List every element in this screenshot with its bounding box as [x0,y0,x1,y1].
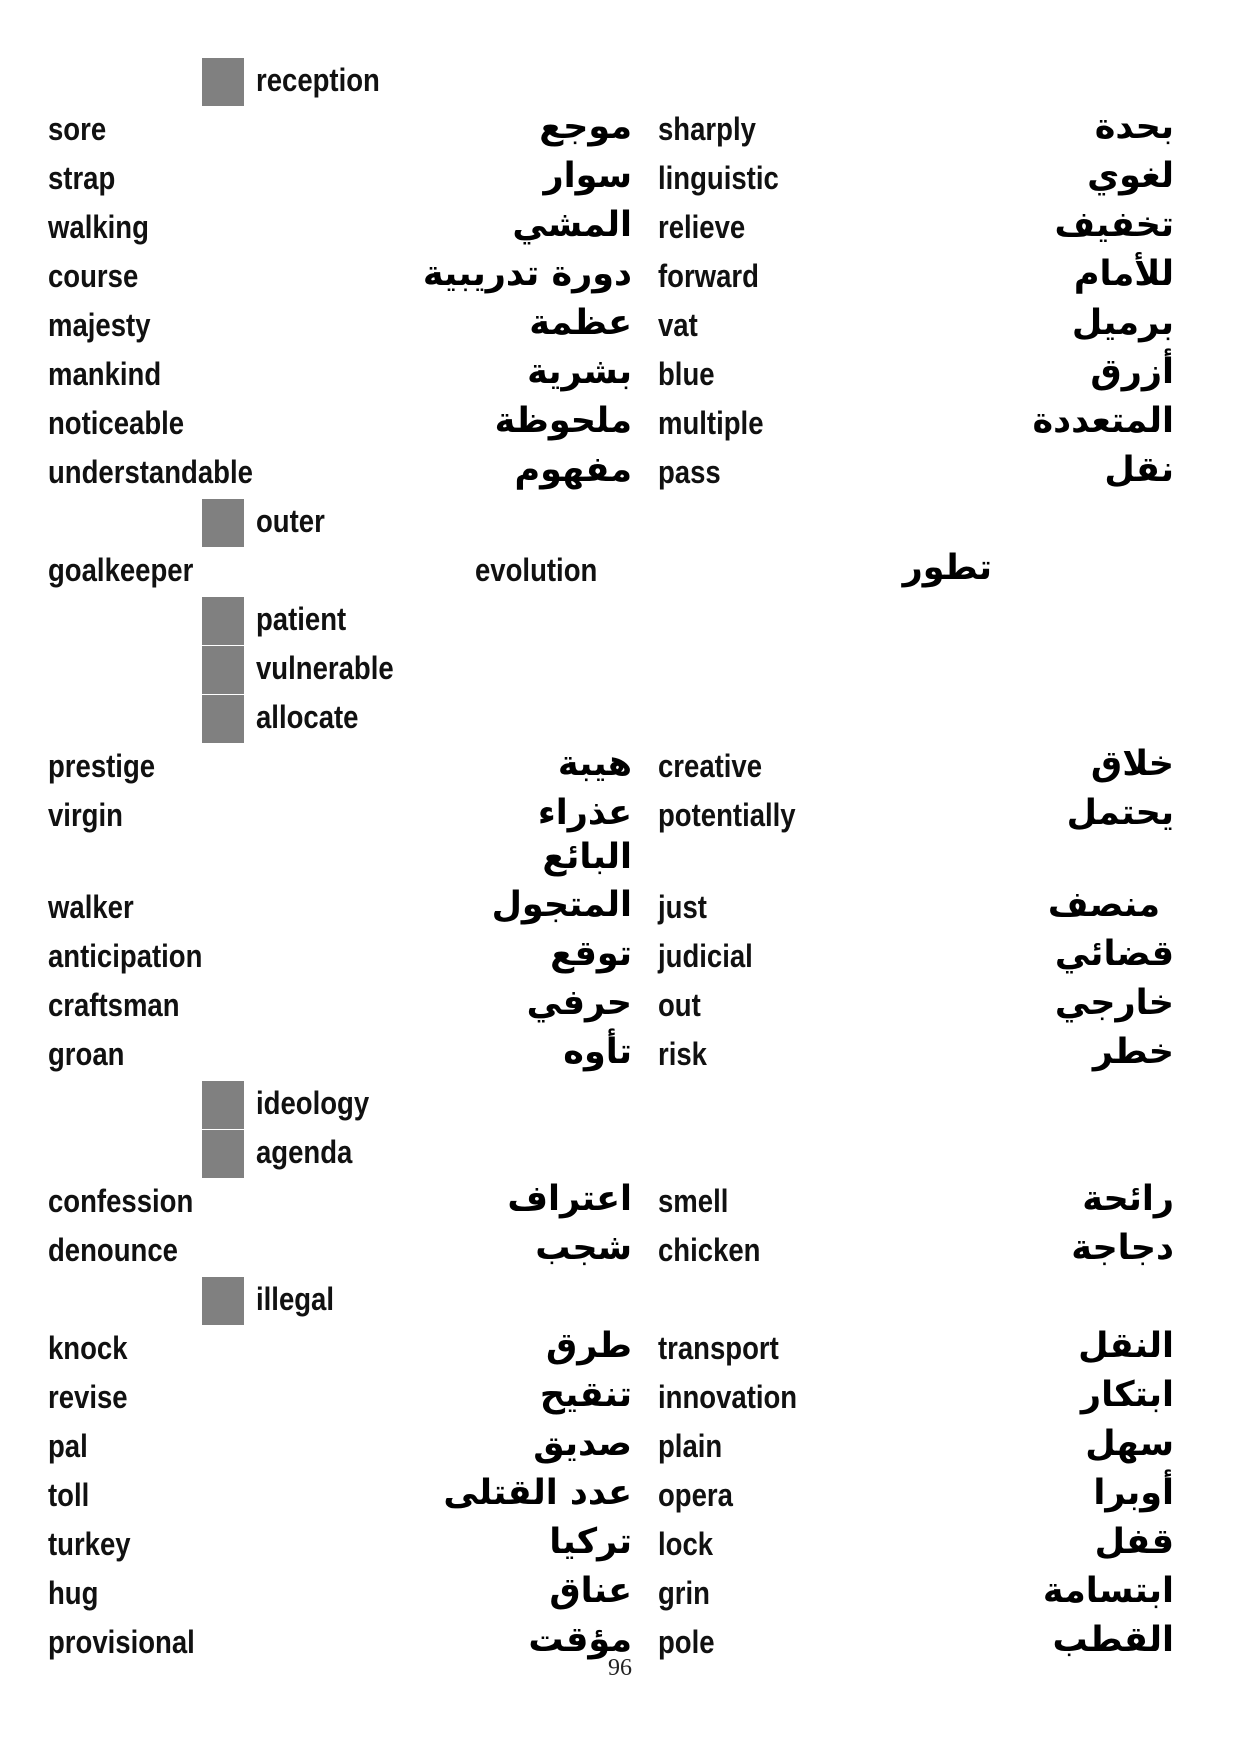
arabic-translation: عدد القتلى [443,1473,632,1513]
gray-marker-box [202,597,244,645]
english-word: relieve [658,209,746,245]
english-word: noticeable [48,405,185,441]
vocab-row [0,401,1240,449]
arabic-translation: قضائي [1054,934,1174,974]
arabic-translation: المتجول [491,885,632,925]
arabic-translation: اعتراف [507,1179,632,1219]
marked-word: outer [256,503,325,539]
arabic-translation: عظمة [529,303,632,343]
english-word: forward [658,258,759,294]
arabic-translation: دجاجة [1071,1228,1174,1268]
arabic-translation: للأمام [1073,254,1174,294]
arabic-translation: موجع [539,107,632,147]
vocab-row [0,744,1240,792]
english-word: creative [658,748,763,784]
arabic-translation: لغوي [1087,156,1174,196]
english-word: lock [658,1526,714,1562]
gray-marker-box [202,695,244,743]
arabic-translation-extra: البائع [542,837,632,877]
english-word: chicken [658,1232,761,1268]
arabic-translation: رائحة [1082,1179,1174,1219]
arabic-translation: عذراء [537,793,632,833]
english-word: denounce [48,1232,178,1268]
vocab-row [0,983,1240,1031]
arabic-translation: يحتمل [1066,793,1174,833]
arabic-translation: سهل [1085,1424,1174,1464]
marked-word: reception [256,62,380,98]
arabic-translation: عناق [549,1571,632,1611]
marked-entry [0,1081,1240,1129]
arabic-translation: القطب [1052,1620,1174,1660]
marked-entry [0,695,1240,743]
arabic-translation: أوبرا [1093,1473,1174,1513]
vocab-row [0,793,1240,883]
arabic-translation: مؤقت [528,1620,632,1660]
arabic-translation: طرق [545,1326,632,1366]
english-word: innovation [658,1379,798,1415]
english-word: pal [48,1428,88,1464]
vocab-row [0,1326,1240,1374]
arabic-translation: تخفيف [1054,205,1174,245]
english-word: groan [48,1036,125,1072]
vocab-row [0,1179,1240,1227]
vocab-row [0,254,1240,302]
marked-word: illegal [256,1281,335,1317]
english-word: transport [658,1330,779,1366]
vocab-row [0,450,1240,498]
english-word: goalkeeper [48,552,194,588]
english-word: course [48,258,139,294]
vocab-row [0,1522,1240,1570]
english-word: sharply [658,111,756,147]
arabic-translation: بشرية [527,352,632,392]
vocab-row [0,1424,1240,1472]
english-word: prestige [48,748,156,784]
english-word: out [658,987,701,1023]
vocab-row [0,352,1240,400]
english-word: mankind [48,356,162,392]
arabic-translation: ابتكار [1080,1375,1174,1415]
english-word: walking [48,209,149,245]
marked-word: ideology [256,1085,370,1121]
arabic-translation: أزرق [1090,352,1174,392]
english-word: plain [658,1428,723,1464]
vocab-row [0,1571,1240,1619]
marked-word: patient [256,601,347,637]
arabic-translation: توقع [550,934,632,974]
vocab-row [0,303,1240,351]
vocab-row [0,1473,1240,1521]
english-word: anticipation [48,938,203,974]
english-word: multiple [658,405,764,441]
gray-marker-box [202,1277,244,1325]
vocab-row [0,1375,1240,1423]
arabic-translation: شجب [535,1228,632,1268]
gray-marker-box [202,646,244,694]
arabic-translation: صديق [533,1424,632,1464]
marked-entry [0,499,1240,547]
gray-marker-box [202,58,244,106]
english-word: hug [48,1575,99,1611]
english-word: strap [48,160,116,196]
arabic-translation: تطور [902,548,992,588]
english-word: provisional [48,1624,195,1660]
vocab-row [0,107,1240,155]
english-word: toll [48,1477,90,1513]
marked-word: agenda [256,1134,353,1170]
gray-marker-box [202,499,244,547]
english-word: vat [658,307,698,343]
arabic-translation: نقل [1104,450,1174,490]
arabic-translation: منصف [1047,885,1160,925]
arabic-translation: خطر [1092,1032,1174,1072]
page-number: 96 [608,1655,632,1681]
english-word: craftsman [48,987,180,1023]
arabic-translation: تركيا [549,1522,632,1562]
arabic-translation: حرفي [526,983,632,1023]
english-word: evolution [475,552,598,588]
vocab-row [0,156,1240,204]
english-word: turkey [48,1526,131,1562]
arabic-translation: المشي [512,205,632,245]
english-word: risk [658,1036,707,1072]
english-word: grin [658,1575,710,1611]
arabic-translation: خارجي [1054,983,1174,1023]
arabic-translation: تأوه [563,1032,632,1072]
english-word: confession [48,1183,194,1219]
english-word: virgin [48,797,123,833]
english-word: revise [48,1379,128,1415]
arabic-translation: سوار [543,156,632,196]
english-word: blue [658,356,715,392]
arabic-translation: النقل [1078,1326,1174,1366]
arabic-translation: تنقيح [539,1375,632,1415]
marked-word: vulnerable [256,650,394,686]
vocab-row [0,1228,1240,1276]
marked-entry [0,1130,1240,1178]
marked-entry [0,1277,1240,1325]
vocab-row [0,934,1240,982]
arabic-translation: قفل [1094,1522,1174,1562]
arabic-translation: دورة تدريبية [422,254,632,294]
vocab-row [0,885,1240,933]
english-word: pass [658,454,721,490]
gray-marker-box [202,1130,244,1178]
vocab-row [0,205,1240,253]
arabic-translation: برميل [1071,303,1174,343]
arabic-translation: ملحوظة [494,401,632,441]
english-word: pole [658,1624,715,1660]
marked-word: allocate [256,699,359,735]
arabic-translation: المتعددة [1032,401,1174,441]
english-word: judicial [658,938,753,974]
vocab-row [0,1032,1240,1080]
english-word: opera [658,1477,733,1513]
arabic-translation: خلاق [1090,744,1174,784]
english-word: smell [658,1183,729,1219]
arabic-translation: ابتسامة [1042,1571,1174,1611]
marked-entry [0,646,1240,694]
english-word: just [658,889,707,925]
arabic-translation: مفهوم [514,450,632,490]
english-word: knock [48,1330,128,1366]
marked-entry [0,58,1240,106]
vocab-row [0,548,1240,596]
english-word: majesty [48,307,151,343]
marked-entry [0,597,1240,645]
english-word: walker [48,889,134,925]
english-word: understandable [48,454,253,490]
english-word: linguistic [658,160,779,196]
english-word: sore [48,111,107,147]
arabic-translation: هيبة [557,744,632,784]
english-word: potentially [658,797,796,833]
gray-marker-box [202,1081,244,1129]
arabic-translation: بحدة [1094,107,1174,147]
